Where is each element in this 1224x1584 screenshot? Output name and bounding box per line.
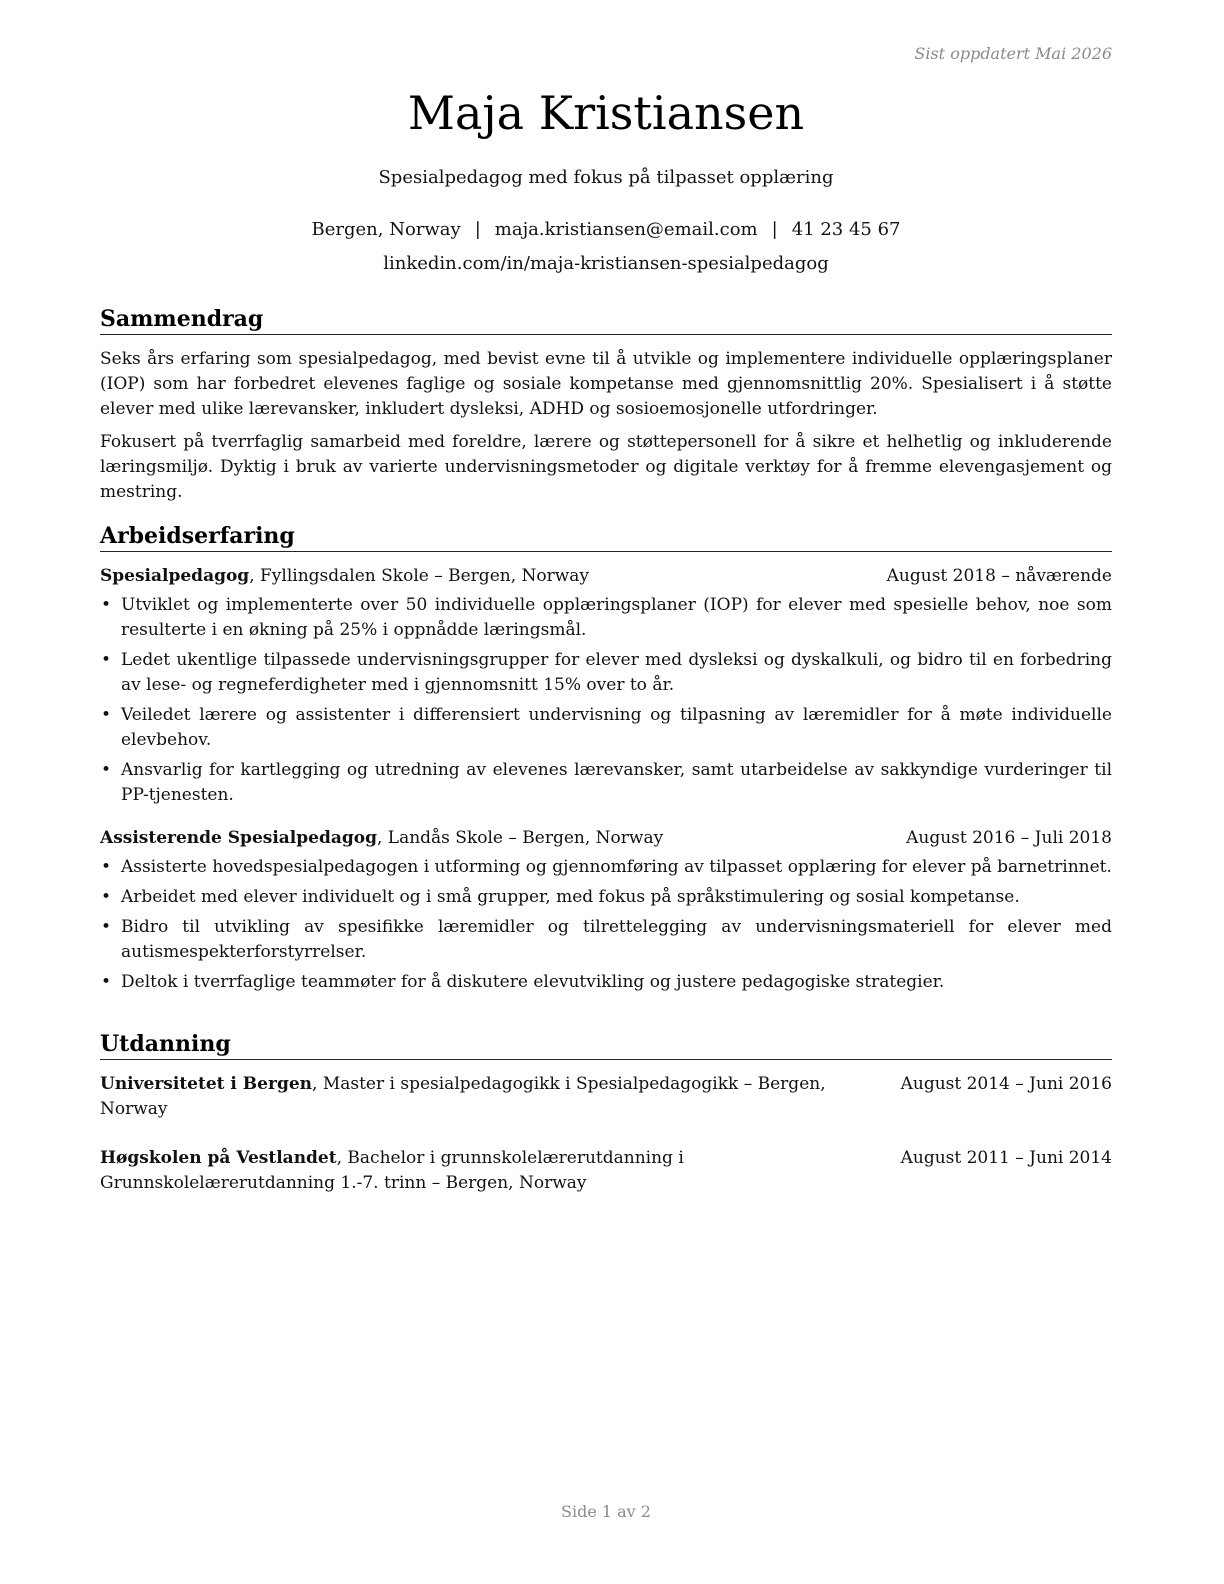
education-degree: , Bachelor i grunnskolelærerutdanning i Grunnskolelærerutdanning 1.-7. trinn – Bergen, Norway [100, 1148, 684, 1193]
job-dates: August 2018 – nåværende [886, 566, 1112, 586]
page-number: Side 1 av 2 [561, 1502, 651, 1521]
contact-separator: | [771, 219, 778, 240]
job-entry [100, 564, 1112, 808]
job-title: Spesialpedagog [100, 566, 250, 586]
section-heading-summary: Sammendrag [100, 305, 1112, 335]
job-bullet: • Ledet ukentlige tilpassede undervisningsgrupper for elever med dysleksi og dyskalkuli, og bidro til en forbedring av lese- og regneferdigheter med i gjennomsnitt 15% over to år. [100, 648, 1112, 698]
job-bullet: • Utviklet og implementerte over 50 individuelle opplæringsplaner (IOP) for elever med spesielle behov, noe som resulterte i en økning på 25% i oppnådde læringsmål. [100, 593, 1112, 643]
education-degree: , Master i spesialpedagogikk i Spesialpedagogikk – Bergen, Norway [100, 1074, 826, 1119]
job-header [100, 564, 1112, 589]
job-organization: , Fyllingsdalen Skole – Bergen, Norway [249, 566, 590, 586]
education-entry [100, 1072, 1112, 1122]
job-bullet: • Assisterte hovedspesialpedagogen i utforming og gjennomføring av tilpasset opplæring for elever på barnetrinnet. [100, 855, 1112, 880]
last-updated: Sist oppdatert Mai 2026 [914, 44, 1112, 63]
education-detail-line [100, 1072, 901, 1122]
candidate-name: Maja Kristiansen [407, 86, 805, 140]
contact-phone: 41 23 45 67 [791, 219, 901, 240]
summary-paragraph: Fokusert på tverrfaglig samarbeid med foreldre, lærere og støttepersonell for å sikre et helhetlig og inkluderende læringsmiljø. Dyktig i bruk av varierte undervisningsmetoder og digitale verktøy for å fremme elevengasjement og mestring. [100, 432, 1112, 502]
contact-line [100, 219, 1112, 240]
job-bullet: • Deltok i tverrfaglige teammøter for å diskutere elevutvikling og justere pedagogiske strategier. [100, 970, 1112, 995]
job-bullets [100, 855, 1112, 995]
education-dates: August 2011 – Juni 2014 [900, 1148, 1112, 1168]
education-detail-line [100, 1146, 901, 1196]
job-title-line [100, 826, 663, 851]
job-title-line [100, 564, 589, 589]
contact-email[interactable]: maja.kristiansen@email.com [494, 219, 758, 240]
job-bullet: • Bidro til utvikling av spesifikke læremidler og tilrettelegging av undervisningsmateriell for elever med autismespekterforstyrrelser. [100, 915, 1112, 965]
education-school: Universitetet i Bergen [100, 1074, 313, 1094]
contact-location: Bergen, Norway [311, 219, 461, 240]
job-bullet: • Ansvarlig for kartlegging og utredning av elevenes lærevansker, samt utarbeidelse av sakkyndige vurderinger til PP-tjenesten. [100, 758, 1112, 808]
summary-section [100, 305, 1112, 513]
education-dates: August 2014 – Juni 2016 [900, 1074, 1112, 1094]
candidate-subtitle: Spesialpedagog med fokus på tilpasset opplæring [378, 167, 834, 188]
job-bullet: • Arbeidet med elever individuelt og i små grupper, med fokus på språkstimulering og sosial kompetanse. [100, 885, 1112, 910]
resume-page [100, 0, 1112, 1584]
contact-linkedin[interactable]: linkedin.com/in/maja-kristiansen-spesialpedagog [383, 253, 829, 274]
job-dates: August 2016 – Juli 2018 [906, 828, 1112, 848]
summary-paragraph: Seks års erfaring som spesialpedagog, med bevist evne til å utvikle og implementere individuelle opplæringsplaner (IOP) som har forbedret elevenes faglige og sosiale kompetanse med gjennomsnittlig 20%. Spesialisert i å støtte elever med ulike lærevansker, inkludert dysleksi, ADHD og sosioemosjonelle utfordringer. [100, 349, 1112, 419]
job-entry [100, 826, 1112, 995]
education-school: Høgskolen på Vestlandet [100, 1148, 337, 1168]
experience-section [100, 522, 1112, 1000]
job-header [100, 826, 1112, 851]
job-title: Assisterende Spesialpedagog [100, 828, 377, 848]
education-entry [100, 1146, 1112, 1196]
section-heading-experience: Arbeidserfaring [100, 522, 1112, 552]
job-organization: , Landås Skole – Bergen, Norway [376, 828, 664, 848]
contact-separator: | [474, 219, 481, 240]
job-bullet: • Veiledet lærere og assistenter i differensiert undervisning og tilpasning av læremidler for å møte individuelle elevbehov. [100, 703, 1112, 753]
job-bullets [100, 593, 1112, 808]
education-section [100, 1030, 1112, 1196]
section-heading-education: Utdanning [100, 1030, 1112, 1060]
